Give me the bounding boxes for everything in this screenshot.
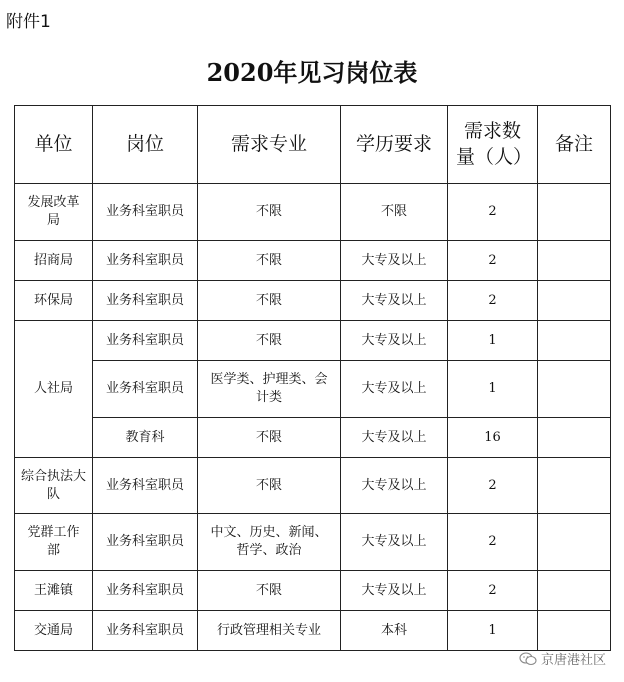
note-cell <box>538 571 611 611</box>
unit-cell: 综合执法大队 <box>15 458 93 514</box>
note-cell <box>538 514 611 571</box>
note-cell <box>538 184 611 241</box>
count-cell: 2 <box>448 184 538 241</box>
count-cell: 1 <box>448 611 538 651</box>
major-cell: 不限 <box>198 241 341 281</box>
table-row <box>15 241 611 281</box>
major-cell: 不限 <box>198 418 341 458</box>
major-cell: 不限 <box>198 571 341 611</box>
post-cell: 业务科室职员 <box>93 571 198 611</box>
count-cell: 2 <box>448 281 538 321</box>
table-row <box>15 361 611 418</box>
note-cell <box>538 458 611 514</box>
education-cell: 大专及以上 <box>341 321 448 361</box>
post-cell: 业务科室职员 <box>93 361 198 418</box>
education-cell: 大专及以上 <box>341 361 448 418</box>
education-cell: 大专及以上 <box>341 458 448 514</box>
count-cell: 2 <box>448 571 538 611</box>
table-row <box>15 418 611 458</box>
post-cell: 业务科室职员 <box>93 281 198 321</box>
post-cell: 教育科 <box>93 418 198 458</box>
major-cell: 中文、历史、新闻、哲学、政治 <box>198 514 341 571</box>
unit-cell: 交通局 <box>15 611 93 651</box>
attachment-label: 附件1 <box>6 12 51 32</box>
page-title: 2020年见习岗位表 <box>206 58 418 87</box>
education-cell: 大专及以上 <box>341 571 448 611</box>
unit-cell: 党群工作部 <box>15 514 93 571</box>
header-row <box>15 106 611 184</box>
note-cell <box>538 361 611 418</box>
major-cell: 不限 <box>198 281 341 321</box>
unit-cell: 发展改革局 <box>15 184 93 241</box>
education-cell: 大专及以上 <box>341 281 448 321</box>
count-cell: 2 <box>448 458 538 514</box>
table-row <box>15 321 611 361</box>
table-row <box>15 571 611 611</box>
education-cell: 本科 <box>341 611 448 651</box>
education-cell: 大专及以上 <box>341 241 448 281</box>
header-post: 岗位 <box>93 106 198 184</box>
unit-cell: 招商局 <box>15 241 93 281</box>
post-cell: 业务科室职员 <box>93 241 198 281</box>
table-row <box>15 458 611 514</box>
unit-cell: 王滩镇 <box>15 571 93 611</box>
post-cell: 业务科室职员 <box>93 321 198 361</box>
education-cell: 大专及以上 <box>341 418 448 458</box>
post-cell: 业务科室职员 <box>93 458 198 514</box>
header-education: 学历要求 <box>341 106 448 184</box>
count-cell: 1 <box>448 361 538 418</box>
watermark-text: 京唐港社区 <box>540 653 606 668</box>
post-cell: 业务科室职员 <box>93 184 198 241</box>
major-cell: 行政管理相关专业 <box>198 611 341 651</box>
table-row <box>15 281 611 321</box>
header-count: 需求数量（人） <box>448 106 538 184</box>
post-cell: 业务科室职员 <box>93 611 198 651</box>
unit-cell: 人社局 <box>15 321 93 458</box>
count-cell: 2 <box>448 514 538 571</box>
table-row <box>15 611 611 651</box>
header-major: 需求专业 <box>198 106 341 184</box>
post-cell: 业务科室职员 <box>93 514 198 571</box>
header-note: 备注 <box>538 106 611 184</box>
note-cell <box>538 611 611 651</box>
header-unit: 单位 <box>15 106 93 184</box>
note-cell <box>538 321 611 361</box>
major-cell: 医学类、护理类、会计类 <box>198 361 341 418</box>
major-cell: 不限 <box>198 458 341 514</box>
major-cell: 不限 <box>198 321 341 361</box>
count-cell: 16 <box>448 418 538 458</box>
note-cell <box>538 418 611 458</box>
count-cell: 2 <box>448 241 538 281</box>
education-cell: 不限 <box>341 184 448 241</box>
count-cell: 1 <box>448 321 538 361</box>
major-cell: 不限 <box>198 184 341 241</box>
note-cell <box>538 241 611 281</box>
note-cell <box>538 281 611 321</box>
table-row <box>15 184 611 241</box>
unit-cell: 环保局 <box>15 281 93 321</box>
watermark <box>519 649 606 668</box>
wechat-icon <box>519 652 537 666</box>
table-row <box>15 514 611 571</box>
positions-table <box>14 105 611 651</box>
education-cell: 大专及以上 <box>341 514 448 571</box>
